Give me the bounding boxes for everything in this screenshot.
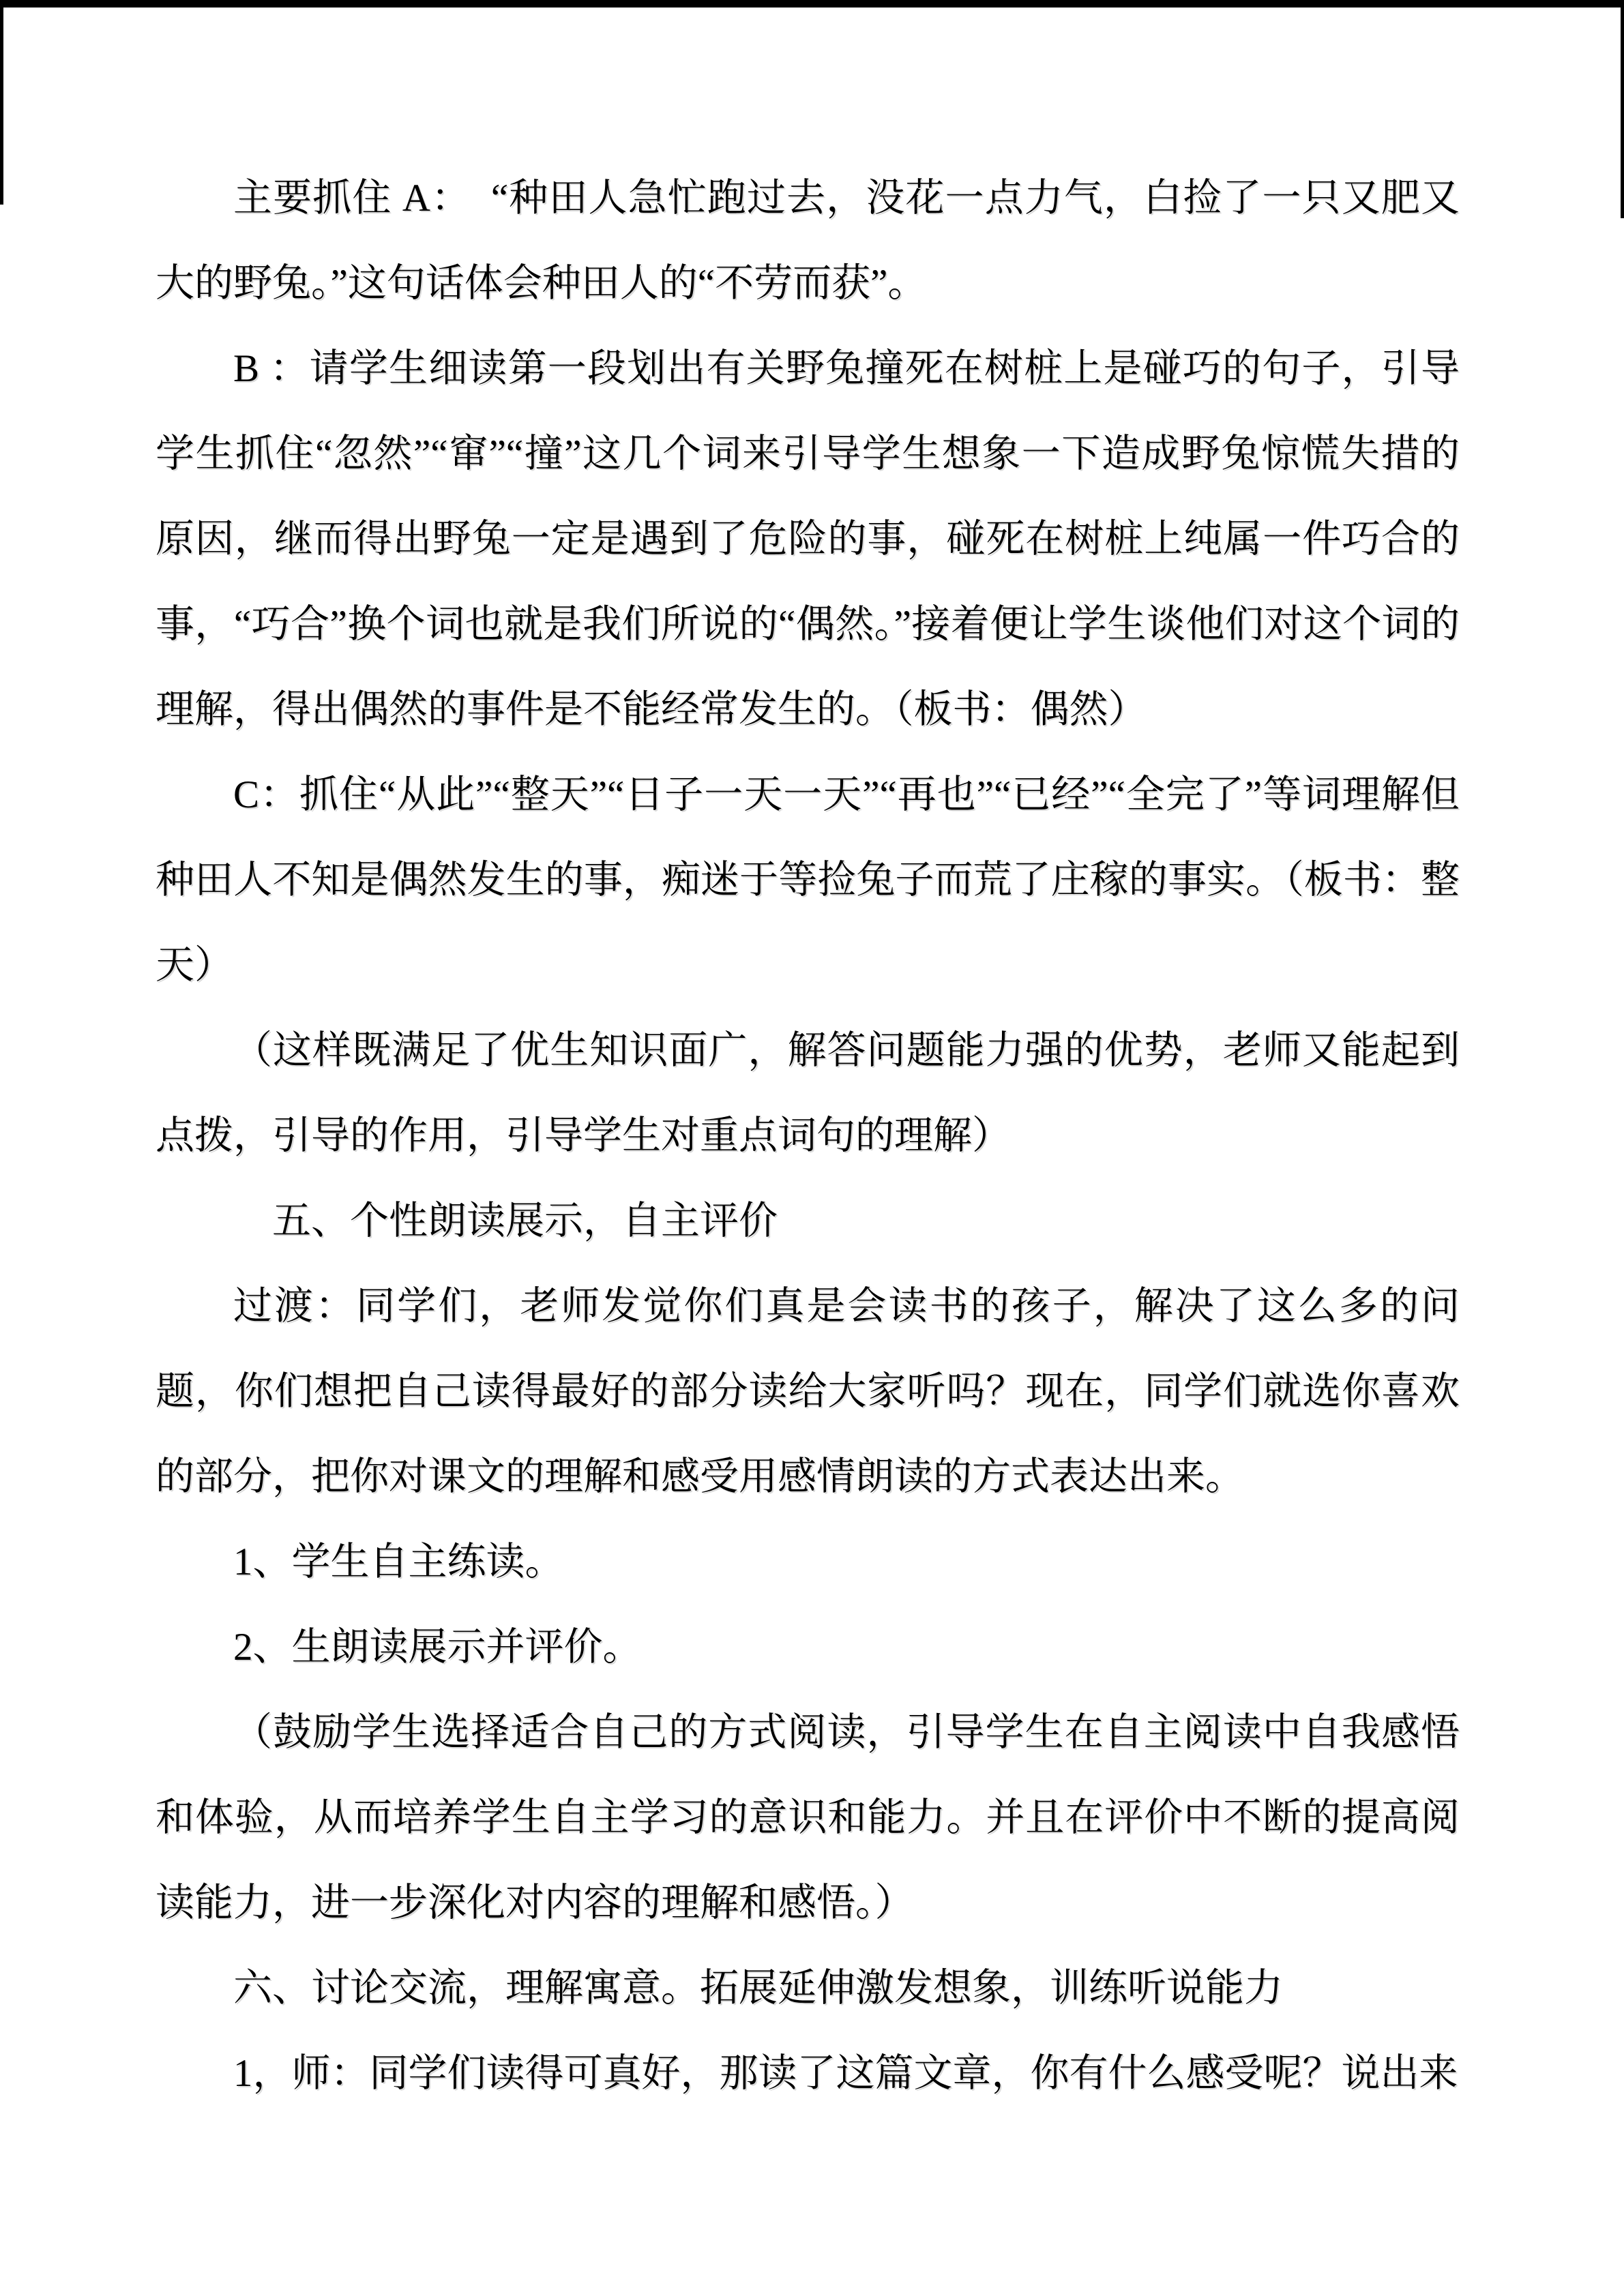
section-heading-5: 五、个性朗读展示，自主评价 <box>272 1199 778 1242</box>
document-text-block <box>156 155 1460 2116</box>
scan-artifact-left-bar <box>0 0 3 205</box>
paragraph-teaching-note-2: （鼓励学生选择适合自己的方式阅读，引导学生在自主阅读中自我感悟和体验，从而培养学生自主学习的意识和能力。并且在评价中不断的提高阅读能力，进一步深化对内容的理解和感悟。） <box>156 1711 1460 1924</box>
list-item-teacher-question: 1，师：同学们读得可真好，那读了这篇文章，你有什么感受呢？说出来 <box>233 2052 1458 2095</box>
paragraph-teaching-note-1: （这样既满足了优生知识面广，解答问题能力强的优势，老师又能起到点拨，引导的作用，引导学生对重点词句的理解） <box>156 1029 1460 1157</box>
paragraph-grasp-sentence-a: 主要抓住 A： “种田人急忙跑过去，没花一点力气，白捡了一只又肥又大的野兔。”这句话体会种田人的“不劳而获”。 <box>156 177 1460 305</box>
section-heading-6: 六、讨论交流，理解寓意。拓展延伸激发想象，训练听说能力 <box>233 1967 1283 2010</box>
list-item-read-show-evaluate: 2、生朗读展示并评价。 <box>233 1626 642 1669</box>
paragraph-step-c: C：抓住“从此”“整天”“日子一天一天”“再也”“已经”“全完了”等词理解但种田人不知是偶然发生的事，痴迷于等捡兔子而荒了庄稼的事实。（板书：整天） <box>156 773 1460 987</box>
paragraph-step-b: B ：请学生细读第一段划出有关野兔撞死在树桩上是碰巧的句子，引导学生抓住“忽然”“窜”“撞”这几个词来引导学生想象一下造成野兔惊慌失措的原因，继而得出野兔一定是遇到了危险的事，碰死在树桩上纯属一件巧合的事，“巧合”换个词也就是我们所说的“偶然。”接着便让学生谈他们对这个词的理解，得出偶然的事件是不能经常发生的。（板书：偶然） <box>156 347 1460 731</box>
scan-artifact-top-bar <box>0 0 1624 8</box>
list-item-self-practice: 1、学生自主练读。 <box>233 1540 564 1583</box>
paragraph-transition: 过渡：同学们，老师发觉你们真是会读书的孩子，解决了这么多的问题，你们想把自己读得最好的部分读给大家听吗？现在，同学们就选你喜欢的部分，把你对课文的理解和感受用感情朗读的方式表达出来。 <box>156 1285 1460 1498</box>
scan-artifact-right-bar <box>1621 0 1624 218</box>
